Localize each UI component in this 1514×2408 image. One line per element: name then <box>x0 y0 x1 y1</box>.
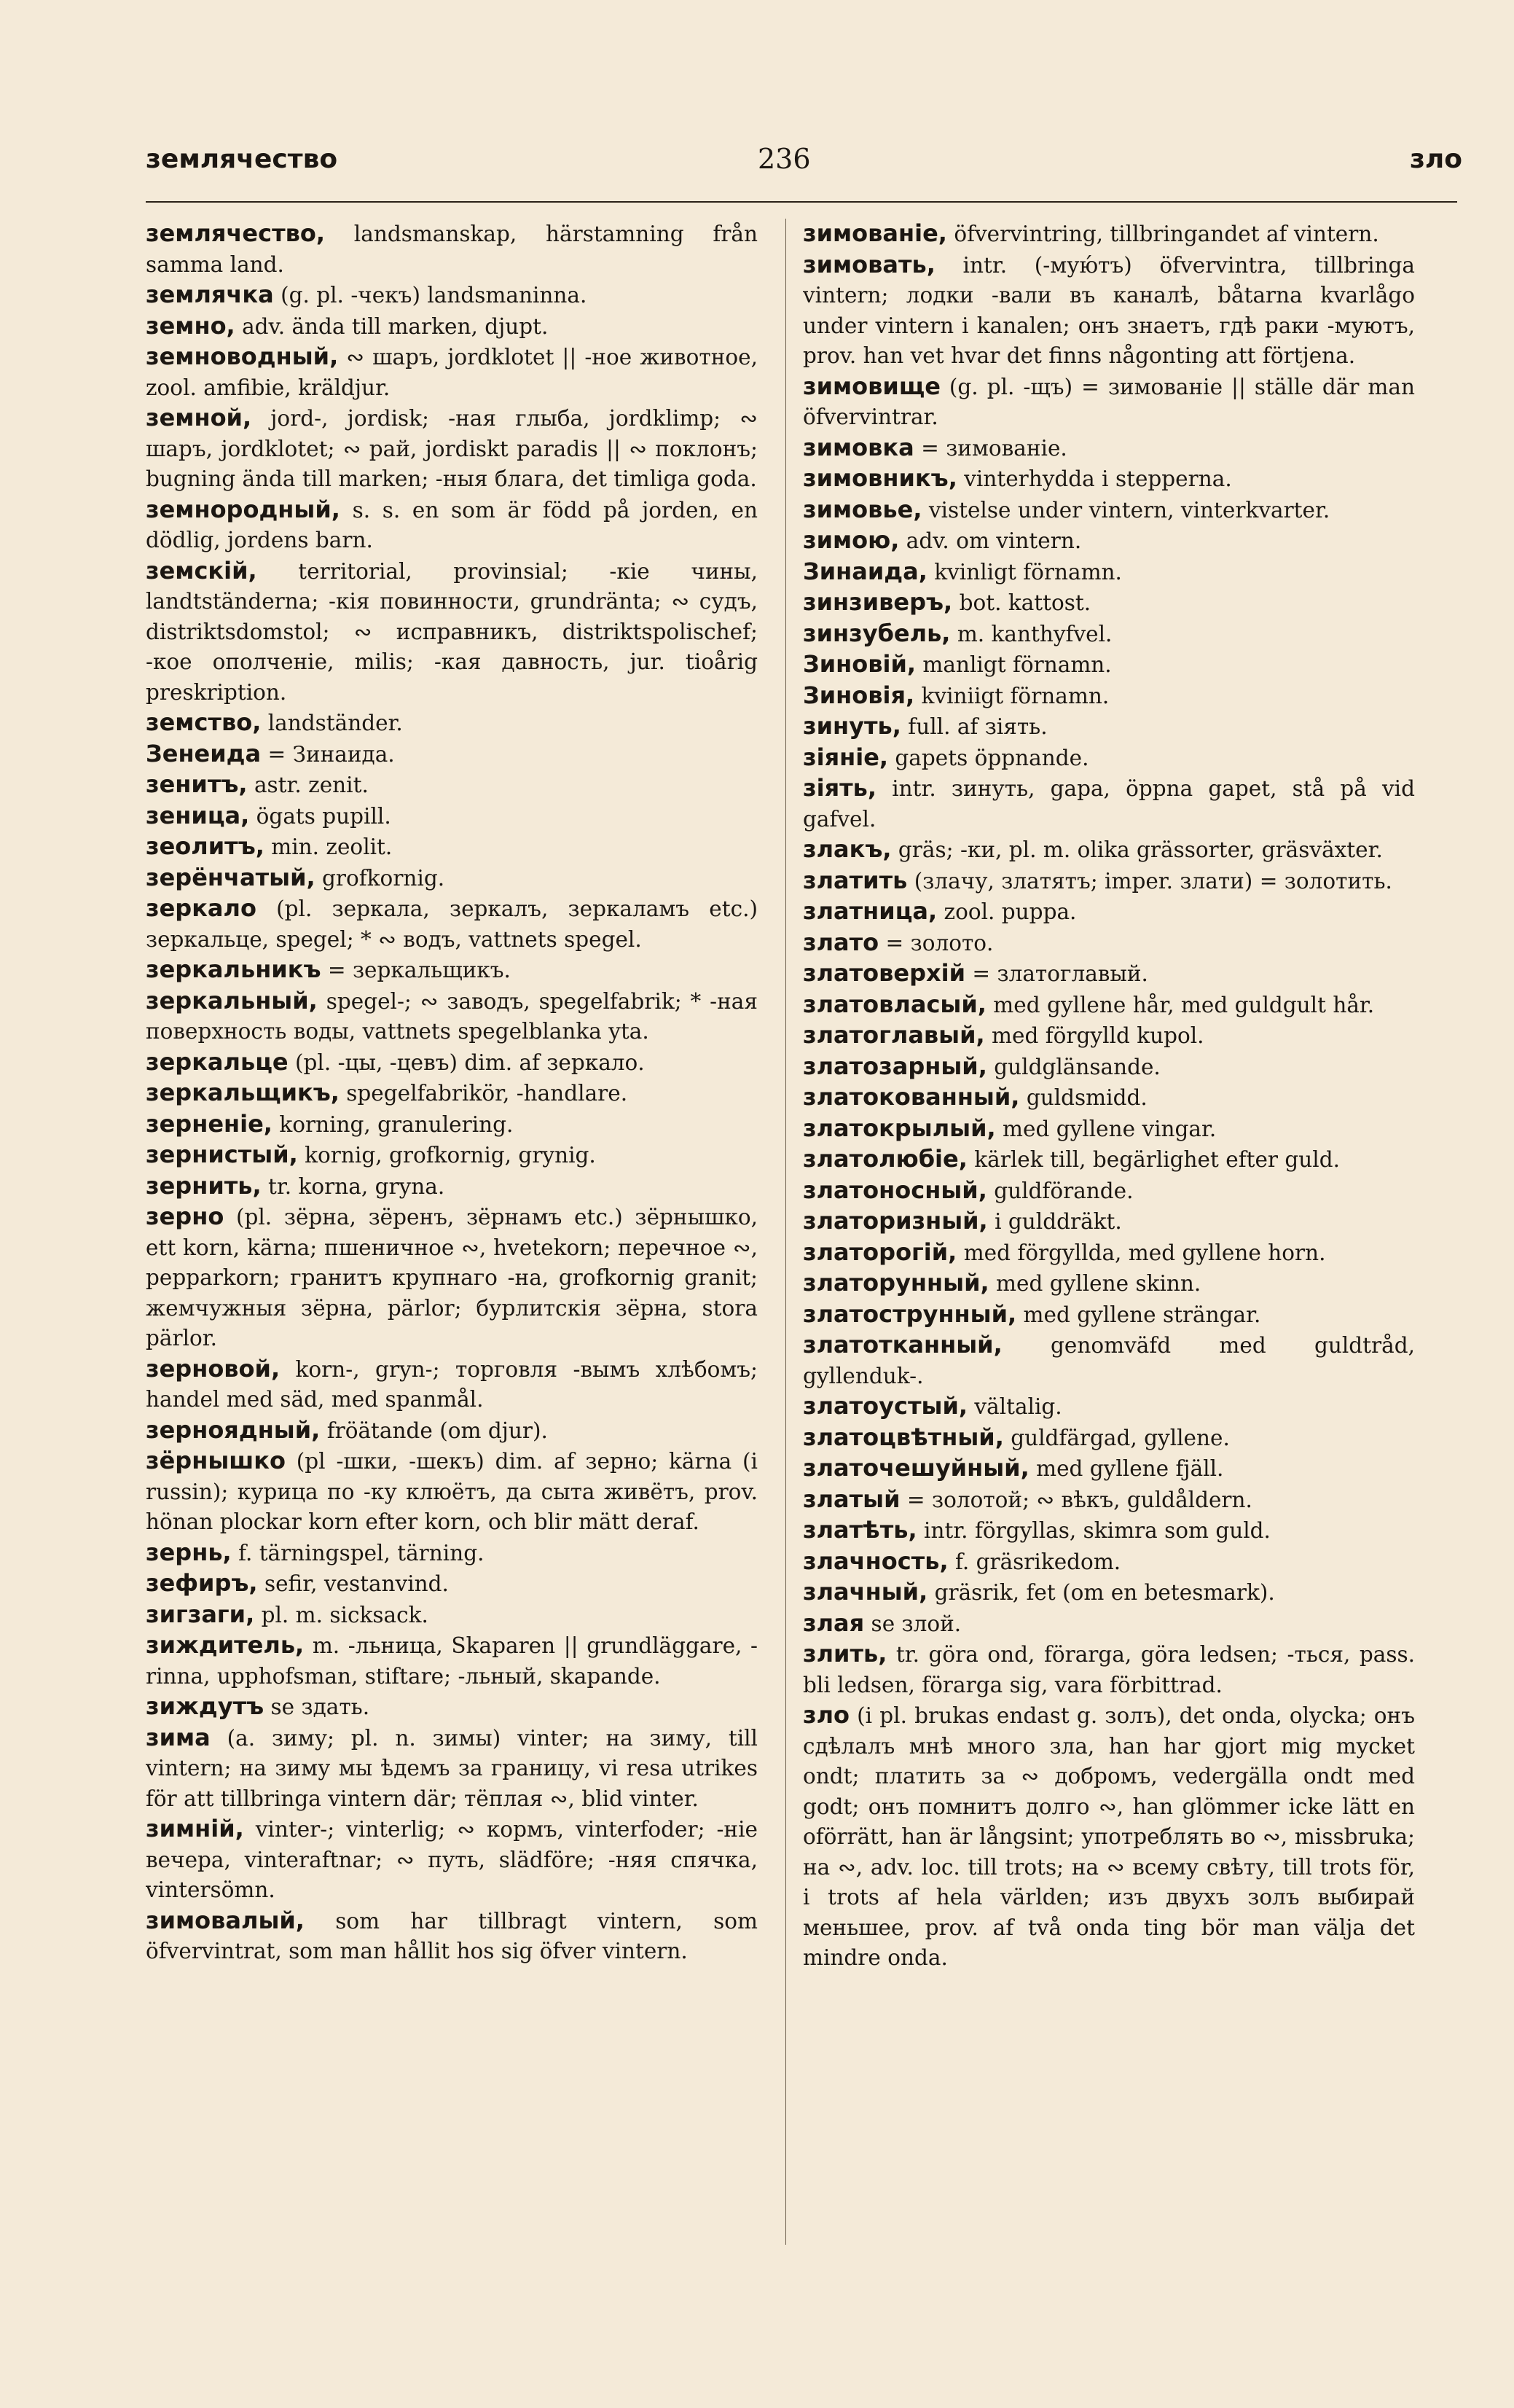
definition: med gyllene vingar. <box>995 1116 1217 1141</box>
dictionary-entry <box>146 1692 758 1723</box>
definition: adv. om vintern. <box>899 528 1082 553</box>
dictionary-entry <box>803 743 1415 774</box>
definition: (i pl. brukas endast g. золъ), det onda, olycka; онъ сдѣлалъ мнѣ много зла, han har gjort mig mycket ondt; платить за ∾ добромъ, vedergälla ondt med godt; онъ помнитъ долго ∾, han glömmer icke lätt en oförrätt, han är långsint; употреблять во ∾, missbruka; на ∾, adv. loc. till trots; на ∾ всему свѣту, till trots för, i trots af hela världen; изъ двухъ золъ выбирай меньшее, prov. af två onda ting bör man välja det mindre onda. <box>803 1703 1415 1970</box>
definition: = золото. <box>879 930 994 955</box>
definition: (pl -шки, -шекъ) dim. af зерно; kärna (i russin); курица по -ку клюётъ, да сыта живётъ, prov. hönan plockar korn efter korn, och blir mätt deraf. <box>146 1449 758 1534</box>
headword: зерноядный, <box>146 1415 321 1444</box>
dictionary-entry <box>146 1906 758 1967</box>
headword: зеолитъ, <box>146 832 264 860</box>
headword: Зенеида <box>146 739 262 767</box>
definition: tr. göra ond, förarga, göra ledsen; -ться, pass. bli ledsen, förarga sig, vara förbittrad. <box>803 1642 1415 1697</box>
dictionary-entry <box>803 711 1415 743</box>
definition: med förgylld kupol. <box>984 1023 1204 1048</box>
headword: зимовище <box>803 372 941 400</box>
dictionary-entry <box>146 1202 758 1354</box>
definition: = зимованіе. <box>914 435 1067 461</box>
definition: (pl. зёрна, зёренъ, зёрнамъ etc.) зёрнышко, ett korn, kärna; пшеничное ∾, hvetekorn; перечное ∾, pepparkorn; гранитъ крупнаго -на, grofkornig granit; жемчужныя зёрна, pärlor; бурлитскія зёрна, stora pärlor. <box>146 1205 758 1350</box>
headword: зёрнышко <box>146 1447 286 1474</box>
definition: f. tärningspel, tärning. <box>231 1540 485 1565</box>
headword: Зиновій, <box>803 650 917 678</box>
headword: зинзубель, <box>803 619 951 647</box>
dictionary-entry <box>146 1814 758 1906</box>
definition: med gyllene hår, med guldgult hår. <box>986 992 1375 1017</box>
headword: зимовалый, <box>146 1906 305 1934</box>
dictionary-entry <box>803 557 1415 588</box>
dictionary-entry <box>803 649 1415 681</box>
definition: guldfärgad, gyllene. <box>1003 1425 1230 1450</box>
dictionary-entry <box>803 464 1415 495</box>
definition: kviniigt förnamn. <box>914 683 1110 708</box>
definition: med gyllene fjäll. <box>1029 1456 1224 1481</box>
definition: guldsmidd. <box>1019 1085 1148 1110</box>
dictionary-entry <box>146 342 758 403</box>
definition: vistelse under vintern, vinterkvarter. <box>922 497 1330 523</box>
dictionary-entry <box>803 1391 1415 1423</box>
dictionary-entry <box>146 1538 758 1569</box>
definition: intr. (-мую́тъ) öfvervintra, tillbringa vintern; лодки -вали въ каналѣ, båtarna kvarlågo under vintern i kanalen; онъ знаетъ, гдѣ раки -муютъ, prov. han vet hvar det finns någonting att förtjena. <box>803 252 1415 368</box>
definition: (pl. -цы, -цевъ) dim. af зеркало. <box>288 1049 645 1075</box>
headword: зернить, <box>146 1171 262 1200</box>
headword: злакъ, <box>803 835 892 863</box>
headword: зіять, <box>803 774 877 802</box>
definition: f. gräsrikedom. <box>948 1549 1121 1574</box>
dictionary-entry <box>803 1299 1415 1331</box>
dictionary-entry <box>146 219 758 280</box>
dictionary-entry <box>146 739 758 770</box>
dictionary-entry <box>146 1600 758 1631</box>
dictionary-entry <box>803 219 1415 250</box>
definition: vinter-; vinterlig; ∾ кормъ, vinterfoder; -ніе вечера, vinteraftnar; ∾ путь, slädföre; -няя спячка, vintersömn. <box>146 1817 758 1902</box>
headword: златоглавый, <box>803 1021 985 1049</box>
headword: златница, <box>803 897 938 925</box>
dictionary-entry <box>803 896 1415 928</box>
definition: med förgyllda, med gyllene horn. <box>957 1240 1326 1265</box>
dictionary-entry <box>803 928 1415 959</box>
definition: gapets öppnande. <box>888 745 1089 770</box>
dictionary-entry <box>803 834 1415 866</box>
running-head-right: зло <box>1410 144 1463 174</box>
headword: златый <box>803 1485 901 1513</box>
headword: зефиръ, <box>146 1569 258 1597</box>
headword: земнородный, <box>146 495 340 523</box>
dictionary-entry <box>803 1453 1415 1485</box>
dictionary-entry <box>803 1485 1415 1516</box>
dictionary-entry <box>803 1144 1415 1176</box>
headword: злато <box>803 928 879 956</box>
dictionary-entry <box>146 955 758 986</box>
dictionary-entry <box>146 1078 758 1109</box>
definition: sefir, vestanvind. <box>257 1571 449 1596</box>
dictionary-entry <box>803 1052 1415 1083</box>
definition: = Зинаида. <box>261 741 395 767</box>
headword: зерно <box>146 1203 224 1230</box>
definition: fröätande (om djur). <box>320 1418 548 1443</box>
headword: зерненіе, <box>146 1109 272 1138</box>
dictionary-entry <box>803 1608 1415 1640</box>
definition: (g. pl. -чекъ) landsmaninna. <box>273 283 587 308</box>
headword: земноводный, <box>146 343 339 370</box>
headword: зенитъ, <box>146 770 248 798</box>
headword: зимовье, <box>803 495 922 523</box>
definition: intr. förgyllas, skimra som guld. <box>917 1518 1271 1543</box>
dictionary-entry <box>803 1700 1415 1974</box>
headword: земство, <box>146 708 262 736</box>
headword: зіяніе, <box>803 743 889 771</box>
definition: i gulddräkt. <box>987 1209 1122 1234</box>
definition: grofkornig. <box>315 865 445 891</box>
dictionary-entry <box>803 372 1415 433</box>
definition: spegel-; ∾ заводъ, spegelfabrik; * -ная поверхность воды, vattnets spegelblanka yta. <box>146 988 758 1044</box>
headword: златолюбіе, <box>803 1145 968 1173</box>
headword: землячка <box>146 281 274 308</box>
definition: = зеркальщикъ. <box>321 958 511 982</box>
definition: m. kanthyfvel. <box>950 621 1113 646</box>
headword: златовласый, <box>803 990 987 1018</box>
definition: intr. зинуть, gapa, öppna gapet, stå på vid gafvel. <box>803 776 1415 832</box>
headword: зерёнчатый, <box>146 863 315 891</box>
headword: зеркальщикъ, <box>146 1079 340 1106</box>
definition: spegelfabrikör, -handlare. <box>339 1081 628 1106</box>
headword: зеница, <box>146 801 250 829</box>
dictionary-entry <box>146 1446 758 1538</box>
dictionary-entry <box>146 708 758 739</box>
definition: gräsrik, fet (om en betesmark). <box>927 1580 1275 1605</box>
dictionary-entry <box>146 1354 758 1415</box>
headword: зимовникъ, <box>803 464 957 492</box>
definition: kärlek till, begärlighet efter guld. <box>967 1147 1340 1172</box>
headword: златорогій, <box>803 1238 957 1266</box>
definition: min. zeolit. <box>264 834 393 859</box>
headword: зерновой, <box>146 1354 281 1383</box>
definition: se здать. <box>264 1694 370 1719</box>
headword: земно, <box>146 311 235 340</box>
dictionary-entry <box>146 403 758 495</box>
headword: златѣть, <box>803 1516 917 1544</box>
dictionary-entry <box>803 1082 1415 1114</box>
dictionary-entry <box>146 1109 758 1141</box>
headword: зимовка <box>803 433 914 461</box>
headword: зиждутъ <box>146 1692 264 1720</box>
definition: korn-, gryn-; торговля -вымъ хлѣбомъ; handel med säd, med spanmål. <box>146 1356 758 1412</box>
definition: (g. pl. -щъ) = зимованіе || ställe där man öfvervintrar. <box>803 374 1415 429</box>
definition: guldförande. <box>987 1178 1134 1203</box>
definition: bot. kattost. <box>952 590 1091 615</box>
definition: korning, granulering. <box>272 1111 514 1137</box>
definition: öfvervintring, tillbringandet af vintern. <box>946 222 1379 246</box>
headword: зинуть, <box>803 712 901 740</box>
headword: злить, <box>803 1640 887 1668</box>
headword: златозарный, <box>803 1052 987 1080</box>
dictionary-entry <box>803 681 1415 712</box>
dictionary-entry <box>803 587 1415 619</box>
dictionary-entry <box>146 894 758 955</box>
dictionary-entry <box>146 1047 758 1079</box>
headword: златить <box>803 866 908 894</box>
headword: зернь, <box>146 1538 232 1566</box>
dictionary-entry <box>146 986 758 1047</box>
headword: златоустый, <box>803 1392 968 1420</box>
definition: m. -льница, Skaparen || grundläggare, -rinna, upphofsman, stiftare; -льный, skapande. <box>146 1633 758 1689</box>
definition: ∾ шаръ, jordklotet || -ное животное, zool. amfibie, kräldjur. <box>146 345 758 400</box>
headword: злачный, <box>803 1578 928 1606</box>
definition: = златоглавый. <box>965 961 1148 986</box>
definition: zool. puppa. <box>937 899 1077 924</box>
dictionary-entry <box>803 1515 1415 1547</box>
dictionary-entry <box>146 1171 758 1203</box>
dictionary-entry <box>146 280 758 311</box>
dictionary-entry <box>146 1630 758 1692</box>
headword: злая <box>803 1608 865 1637</box>
definition: (злачу, златятъ; imper. злати) = золотить. <box>907 868 1392 894</box>
page-number: 236 <box>758 143 811 175</box>
definition: s. s. en som är född på jorden, en dödlig, jordens barn. <box>146 497 758 552</box>
dictionary-entry <box>803 1577 1415 1608</box>
dictionary-entry <box>803 990 1415 1021</box>
headword: златотканный, <box>803 1331 1003 1359</box>
headword: Зиновія, <box>803 681 915 709</box>
definition: (pl. зеркала, зеркалъ, зеркаламъ etc.) зеркальце, spegel; * ∾ водъ, vattnets spegel. <box>146 896 758 952</box>
dictionary-entry <box>146 770 758 801</box>
dictionary-entry <box>803 1547 1415 1578</box>
definition: (a. зиму; pl. n. зимы) vinter; на зиму, till vintern; на зиму мы ѣдемъ за границу, vi resa utrikes för att tillbringa vintern där; тёплая ∾, blid vinter. <box>146 1725 758 1811</box>
dictionary-entry <box>803 250 1415 372</box>
dictionary-entry <box>803 1176 1415 1207</box>
dictionary-entry <box>146 495 758 556</box>
dictionary-entry <box>803 1114 1415 1145</box>
dictionary-entry <box>146 311 758 343</box>
headword: златоверхій <box>803 959 966 987</box>
definition: kornig, grofkornig, grynig. <box>297 1143 596 1168</box>
definition: pl. m. sicksack. <box>254 1602 428 1627</box>
dictionary-entry <box>803 433 1415 464</box>
right-column <box>803 219 1415 2245</box>
headword: зинзиверъ, <box>803 588 953 616</box>
definition: guldglänsande. <box>987 1054 1161 1079</box>
headword: златоцвѣтный, <box>803 1423 1004 1451</box>
running-head-left: землячество <box>146 144 338 174</box>
dictionary-entry <box>146 1568 758 1600</box>
headword: златоносный, <box>803 1176 987 1204</box>
headword: зимовать, <box>803 250 936 278</box>
headword: зигзаги, <box>146 1600 255 1628</box>
definition: som har tillbragt vintern, som öfvervintrat, som man hållit hos sig öfver vintern. <box>146 1908 758 1963</box>
headword: злачность, <box>803 1547 949 1575</box>
dictionary-entry <box>803 1238 1415 1269</box>
dictionary-entry <box>803 773 1415 834</box>
definition: vältalig. <box>968 1394 1062 1419</box>
dictionary-entry <box>803 866 1415 897</box>
headword: зимній, <box>146 1815 244 1842</box>
headword: златокрылый, <box>803 1114 996 1142</box>
dictionary-entry <box>803 1639 1415 1700</box>
dictionary-entry <box>146 863 758 894</box>
definition: gräs; -ки, pl. m. olika grässorter, gräsväxter. <box>891 837 1383 862</box>
header-rule <box>146 201 1457 203</box>
headword: зеркало <box>146 894 256 922</box>
dictionary-entry <box>803 619 1415 650</box>
dictionary-entry <box>803 495 1415 526</box>
definition: astr. zenit. <box>247 773 369 797</box>
dictionary-entry <box>803 1268 1415 1299</box>
headword: землячество, <box>146 219 326 247</box>
headword: Зинаида, <box>803 557 927 585</box>
dictionary-entry <box>803 1206 1415 1238</box>
headword: зло <box>803 1701 850 1729</box>
dictionary-entry <box>803 1423 1415 1454</box>
column-divider <box>785 219 786 2245</box>
definition: med gyllene skinn. <box>989 1271 1201 1296</box>
headword: зимованіе, <box>803 219 947 247</box>
dictionary-entry <box>146 1723 758 1815</box>
headword: зимою, <box>803 526 900 554</box>
definition: manligt förnamn. <box>916 652 1112 677</box>
headword: зеркальце <box>146 1047 289 1076</box>
headword: зеркальникъ <box>146 955 321 983</box>
definition: = золотой; ∾ вѣкъ, guldåldern. <box>900 1487 1252 1512</box>
dictionary-entry <box>146 1415 758 1447</box>
definition: vinterhydda i stepperna. <box>957 466 1232 491</box>
dictionary-entry <box>803 1330 1415 1391</box>
headword: зиждитель, <box>146 1631 305 1659</box>
left-column <box>146 219 758 2245</box>
definition: med gyllene strängar. <box>1016 1302 1261 1327</box>
dictionary-entry <box>146 556 758 708</box>
definition: jord-, jordisk; -ная глыба, jordklimp; ∾ шаръ, jordklotet; ∾ рай, jordiskt paradis || ∾ поклонъ; bugning ända till marken; -ныя блага, det timliga goda. <box>146 406 758 491</box>
headword: земскій, <box>146 556 257 585</box>
dictionary-entry <box>146 1140 758 1171</box>
headword: земной, <box>146 404 252 431</box>
definition: landsmanskap, härstamning från samma land. <box>146 222 758 277</box>
headword: златокованный, <box>803 1083 1020 1111</box>
definition: adv. ända till marken, djupt. <box>235 313 549 339</box>
dictionary-entry <box>803 525 1415 557</box>
dictionary-entry <box>803 1020 1415 1052</box>
definition: se злой. <box>864 1611 962 1636</box>
dictionary-entry <box>146 832 758 863</box>
dictionary-entry <box>146 801 758 832</box>
headword: златорунный, <box>803 1269 989 1297</box>
dictionary-entry <box>803 958 1415 990</box>
headword: зеркальный, <box>146 986 318 1015</box>
headword: златочешуйный, <box>803 1454 1029 1482</box>
headword: златоризный, <box>803 1207 988 1235</box>
definition: genomväfd med guldtråd, gyllenduk-. <box>803 1333 1415 1388</box>
headword: златострунный, <box>803 1299 1017 1328</box>
definition: territorial, provinsial; -кіе чины, landtständerna; -кія повинности, grundränta; ∾ судъ, distriktsdomstol; ∾ исправникъ, distriktspolischef; -кое ополченіе, milis; -кая давность, jur. tioårig preskription. <box>146 558 758 705</box>
headword: зернистый, <box>146 1141 298 1168</box>
definition: ögats pupill. <box>249 803 391 829</box>
definition: kvinligt förnamn. <box>927 559 1122 585</box>
definition: tr. korna, gryna. <box>261 1173 445 1199</box>
definition: landständer. <box>261 711 403 735</box>
headword: зима <box>146 1723 211 1751</box>
definition: full. af зіять. <box>901 714 1048 739</box>
